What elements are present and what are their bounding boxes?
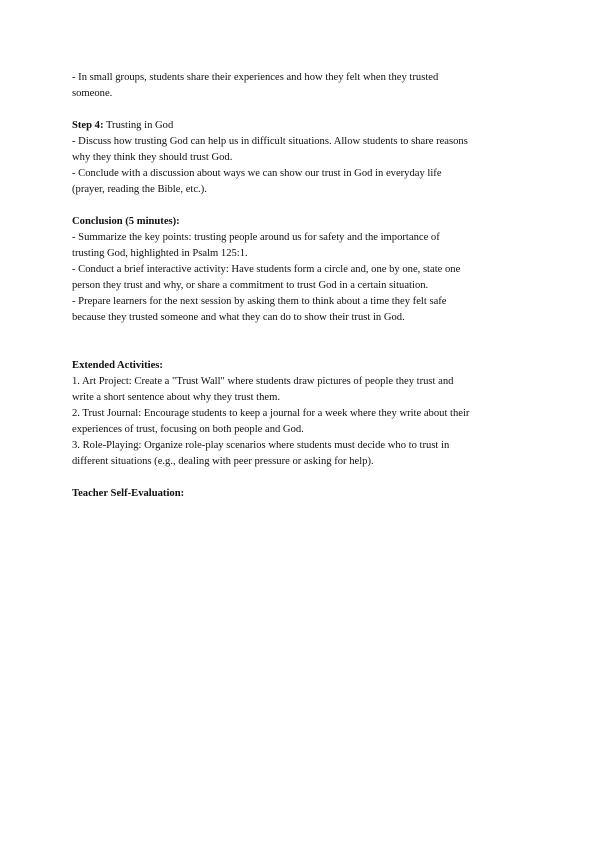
evaluation-heading: Teacher Self-Evaluation: — [72, 488, 185, 499]
text-line: - Prepare learners for the next session by asking them to think about a time they felt safe — [72, 296, 447, 307]
text-line: - Discuss how trusting God can help us in difficult situations. Allow students to share reasons — [72, 136, 468, 147]
step4-section — [72, 118, 532, 198]
conclusion-section — [72, 214, 532, 326]
conclusion-heading: Conclusion (5 minutes): — [72, 216, 180, 227]
text-line: different situations (e.g., dealing with peer pressure or asking for help). — [72, 456, 374, 467]
text-line: - Summarize the key points: trusting people around us for safety and the importance of — [72, 232, 440, 243]
text-line: because they trusted someone and what they can do to show their trust in God. — [72, 312, 405, 323]
text-line: 1. Art Project: Create a "Trust Wall" where students draw pictures of people they trust and — [72, 376, 454, 387]
step4-heading — [72, 118, 532, 134]
text-line: (prayer, reading the Bible, etc.). — [72, 184, 207, 195]
text-line: why they think they should trust God. — [72, 152, 233, 163]
step4-label: Step 4: — [72, 120, 104, 131]
extended-heading: Extended Activities: — [72, 360, 163, 371]
intro-paragraph — [72, 70, 532, 102]
text-line: experiences of trust, focusing on both people and God. — [72, 424, 304, 435]
document-page — [72, 70, 532, 502]
text-line: person they trust and why, or share a commitment to trust God in a certain situation. — [72, 280, 429, 291]
text-line: write a short sentence about why they trust them. — [72, 392, 280, 403]
text-line: 3. Role-Playing: Organize role-play scenarios where students must decide who to trust in — [72, 440, 450, 451]
text-line: 2. Trust Journal: Encourage students to keep a journal for a week where they write about their — [72, 408, 470, 419]
text-line: someone. — [72, 88, 113, 99]
text-line: - In small groups, students share their experiences and how they felt when they trusted — [72, 72, 439, 83]
text-line: trusting God, highlighted in Psalm 125:1. — [72, 248, 248, 259]
text-line: - Conclude with a discussion about ways we can show our trust in God in everyday life — [72, 168, 442, 179]
extended-activities-section — [72, 358, 532, 470]
text-line: - Conduct a brief interactive activity: Have students form a circle and, one by one, state one — [72, 264, 461, 275]
step4-title: Trusting in God — [103, 120, 174, 131]
teacher-evaluation-section — [72, 486, 532, 502]
